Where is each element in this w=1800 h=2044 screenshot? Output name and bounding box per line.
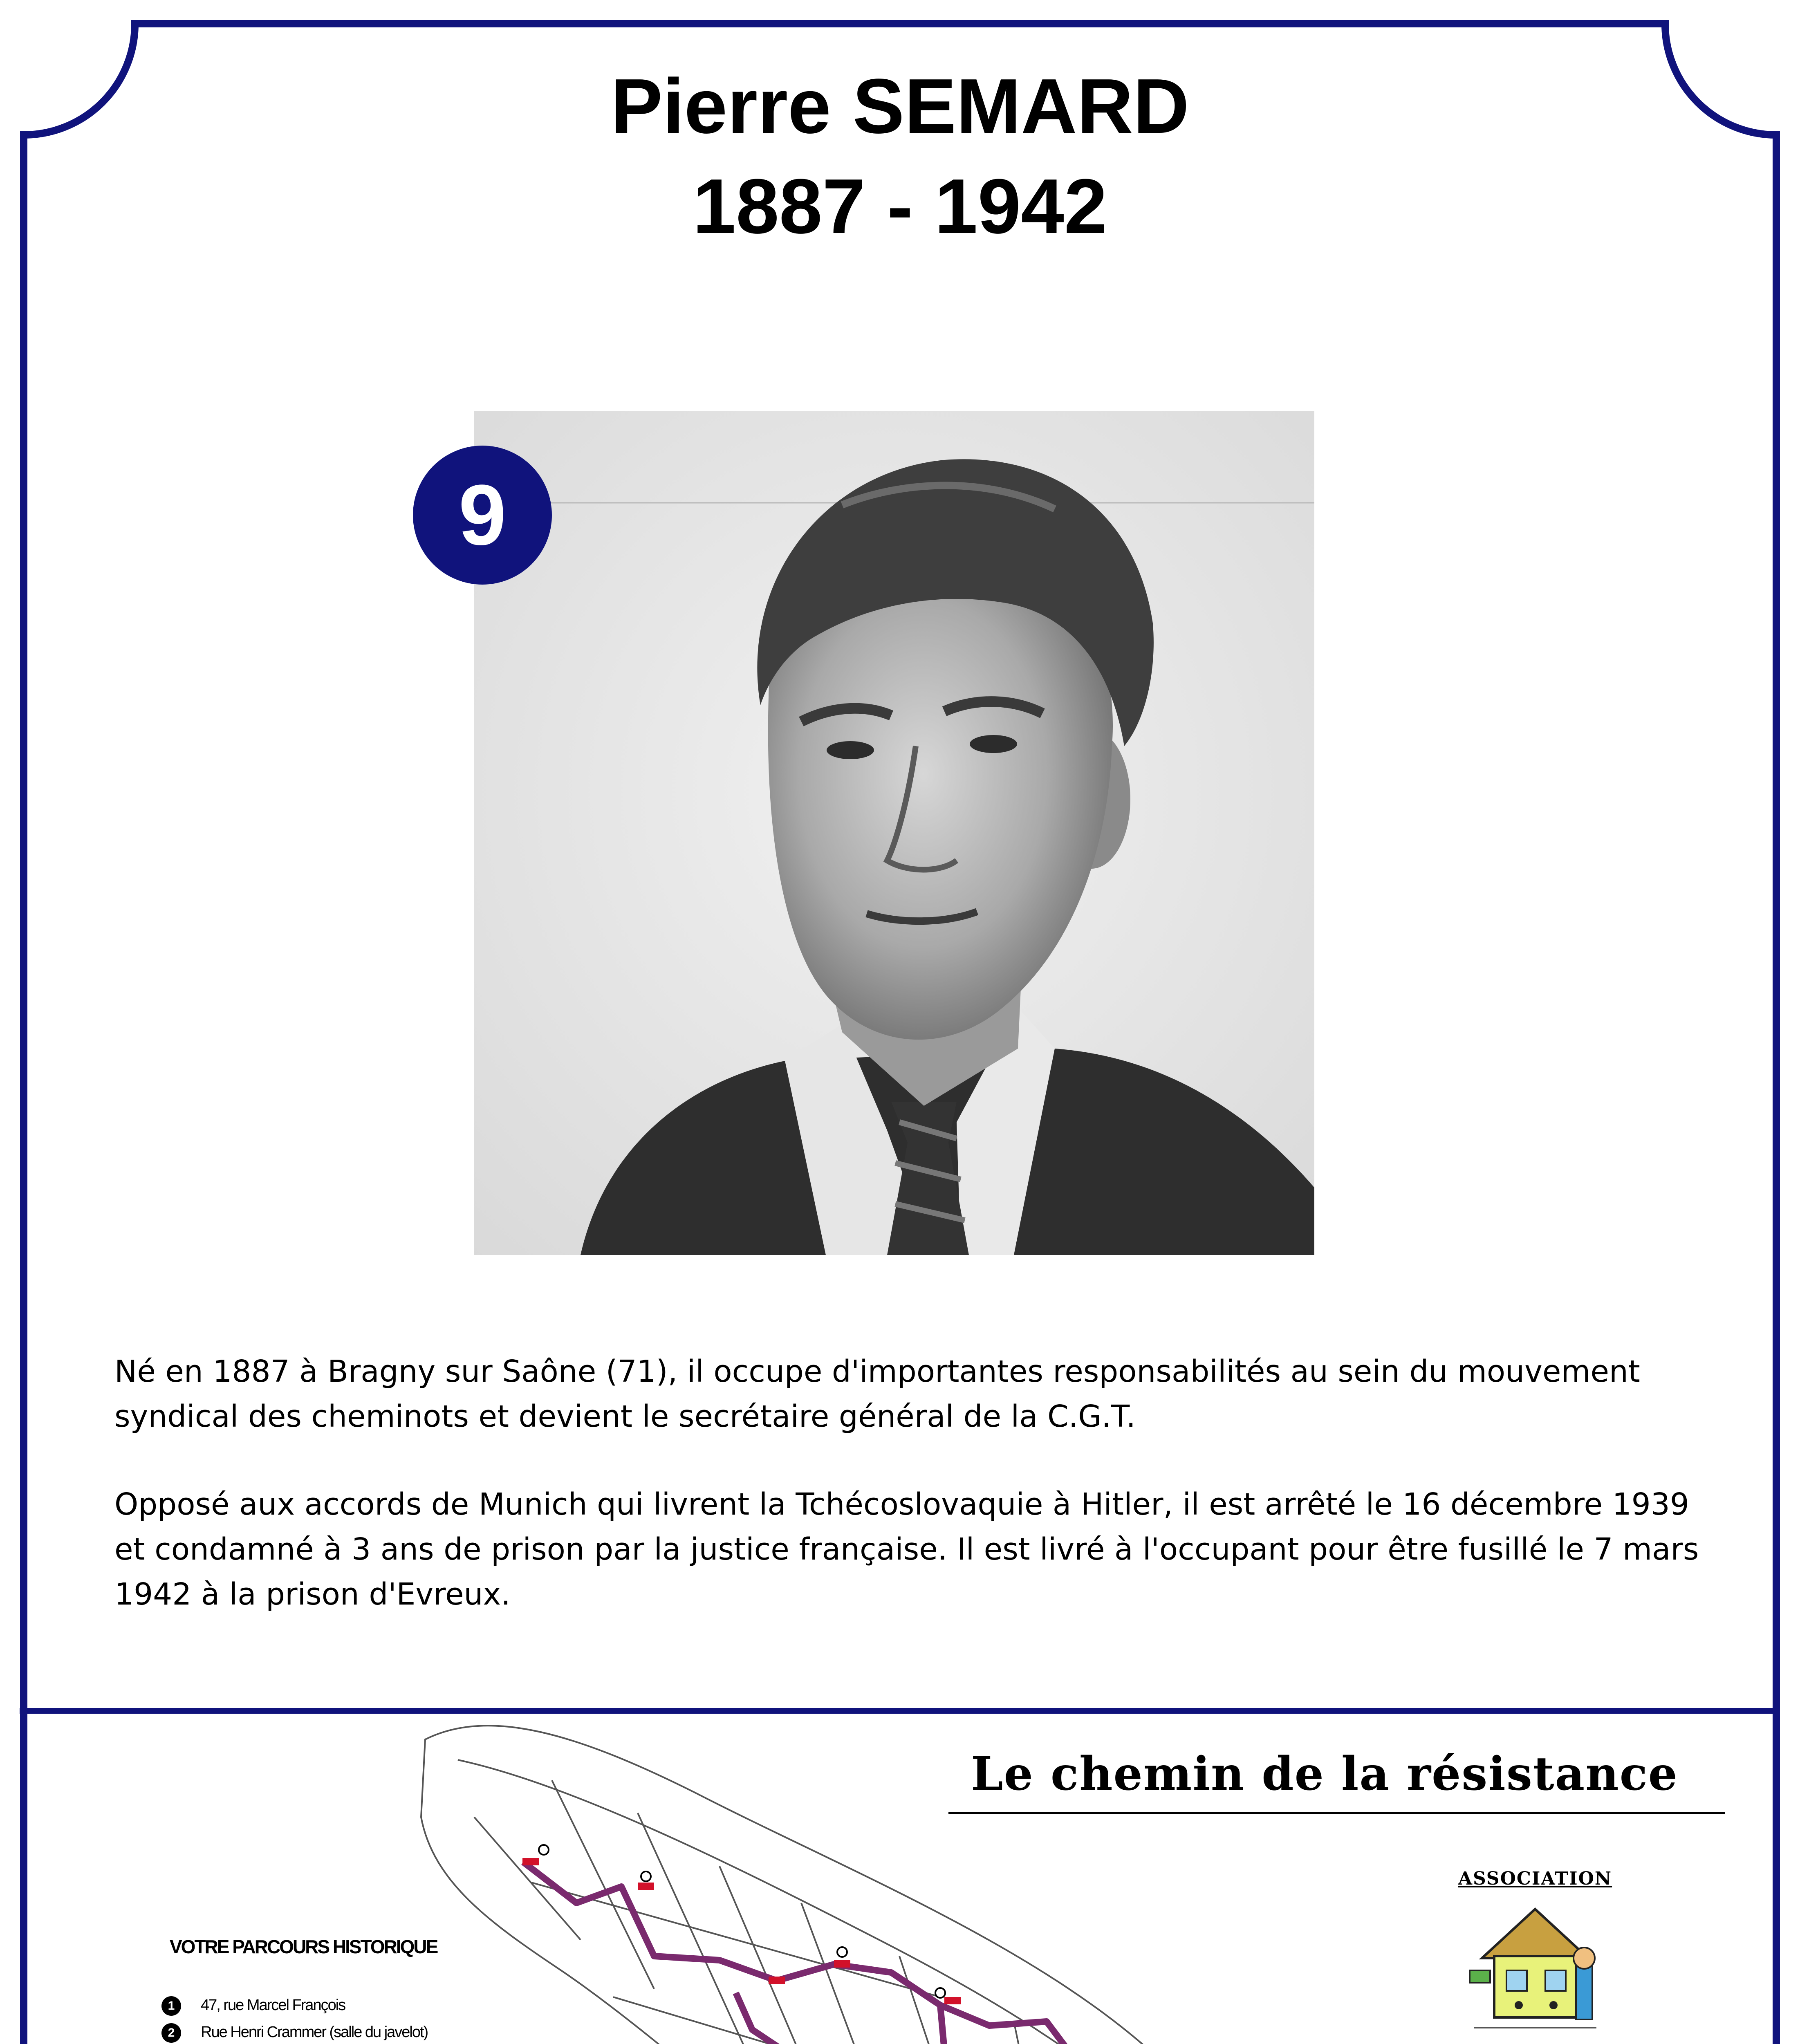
legend-item <box>161 1992 428 2019</box>
biography-paragraph-1: Né en 1887 à Bragny sur Saône (71), il occupe d'importantes responsabilités au sein du mouvement syndical des cheminots et devient le secrétaire général de la C.G.T. <box>114 1354 1640 1434</box>
legend-item <box>161 2019 428 2044</box>
legend-label: Rue Henri Crammer (salle du javelot) <box>201 2024 428 2041</box>
legend-heading: VOTRE PARCOURS HISTORIQUE <box>170 1936 437 1957</box>
biography-paragraph-2: Opposé aux accords de Munich qui livrent la Tchécoslovaquie à Hitler, il est arrêté le 16 décembre 1939 et condamné à 3 ans de prison par la justice française. Il est livré à l'occupant pour être fusillé le 7 mars 1942 à la prison d'Evreux. <box>114 1487 1699 1612</box>
association-label: ASSOCIATION <box>1458 1868 1612 1889</box>
legend-number: 1 <box>161 1996 181 2016</box>
legend-label: 47, rue Marcel François <box>201 1997 345 2014</box>
person-name: Pierre SEMARD <box>611 63 1189 150</box>
route-legend <box>161 1992 428 2044</box>
stop-number-badge: 9 <box>413 446 552 585</box>
series-title-underline <box>948 1812 1725 1814</box>
legend-number: 2 <box>161 2023 181 2043</box>
series-title: Le chemin de la résistance <box>971 1747 1679 1801</box>
portrait-photo <box>474 411 1314 1255</box>
association-logo <box>1457 1889 1613 2036</box>
life-years: 1887 - 1942 <box>693 163 1107 250</box>
